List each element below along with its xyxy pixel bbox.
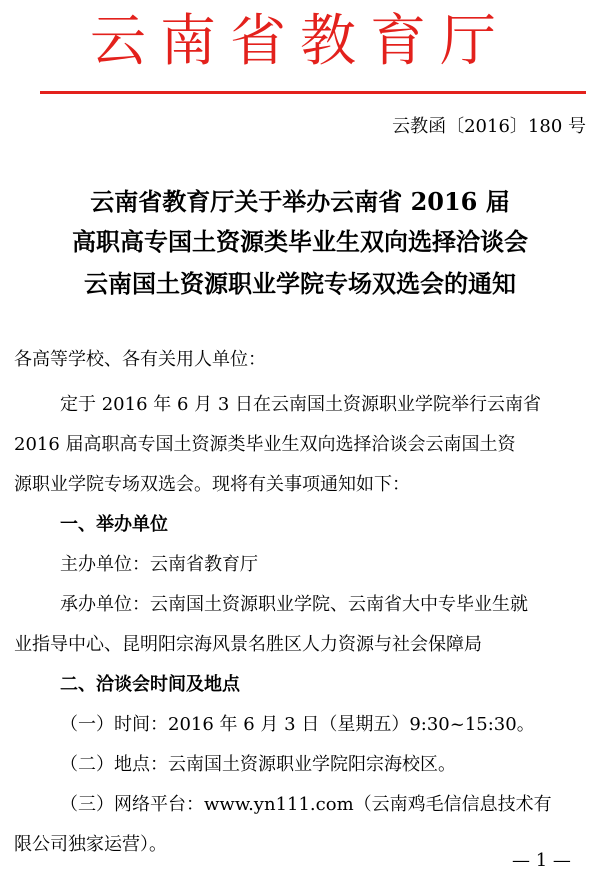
host-unit: 主办单位：云南省教育厅 xyxy=(60,554,258,575)
platform-item-line: （三）网络平台：www.yn111.com（云南鸡毛信信息技术有 xyxy=(60,794,552,815)
place-item: （二）地点：云南国土资源职业学院阳宗海校区。 xyxy=(60,754,456,775)
time-item: （一）时间：2016 年 6 月 3 日（星期五）9:30~15:30。 xyxy=(60,714,535,735)
section-heading-1: 一、举办单位 xyxy=(60,514,168,535)
platform-item-line: 限公司独家运营）。 xyxy=(14,834,167,855)
notice-title-line-2: 高职高专国土资源类毕业生双向选择洽谈会 xyxy=(72,227,528,256)
document-number: 云教函〔2016〕180 号 xyxy=(392,116,586,137)
notice-title-line-3: 云南国土资源职业学院专场双选会的通知 xyxy=(84,269,516,298)
paragraph-line: 定于 2016 年 6 月 3 日在云南国土资源职业学院举行云南省 xyxy=(60,394,542,415)
page-number: — 1 — xyxy=(512,850,571,871)
organizer-unit-line: 业指导中心、昆明阳宗海风景名胜区人力资源与社会保障局 xyxy=(14,634,482,655)
organizer-unit-line: 承办单位：云南国土资源职业学院、云南省大中专毕业生就 xyxy=(60,594,528,615)
notice-title-line-1: 云南省教育厅关于举办云南省 2016 届 xyxy=(90,187,510,216)
paragraph-line: 2016 届高职高专国土资源类毕业生双向选择洽谈会云南国土资 xyxy=(14,434,516,455)
salutation: 各高等学校、各有关用人单位： xyxy=(14,349,266,370)
paragraph-line: 源职业学院专场双选会。现将有关事项通知如下： xyxy=(14,474,410,495)
letterhead-rule xyxy=(40,91,586,94)
section-heading-2: 二、洽谈会时间及地点 xyxy=(60,674,240,695)
letterhead-title: 云南省教育厅 xyxy=(90,9,510,74)
